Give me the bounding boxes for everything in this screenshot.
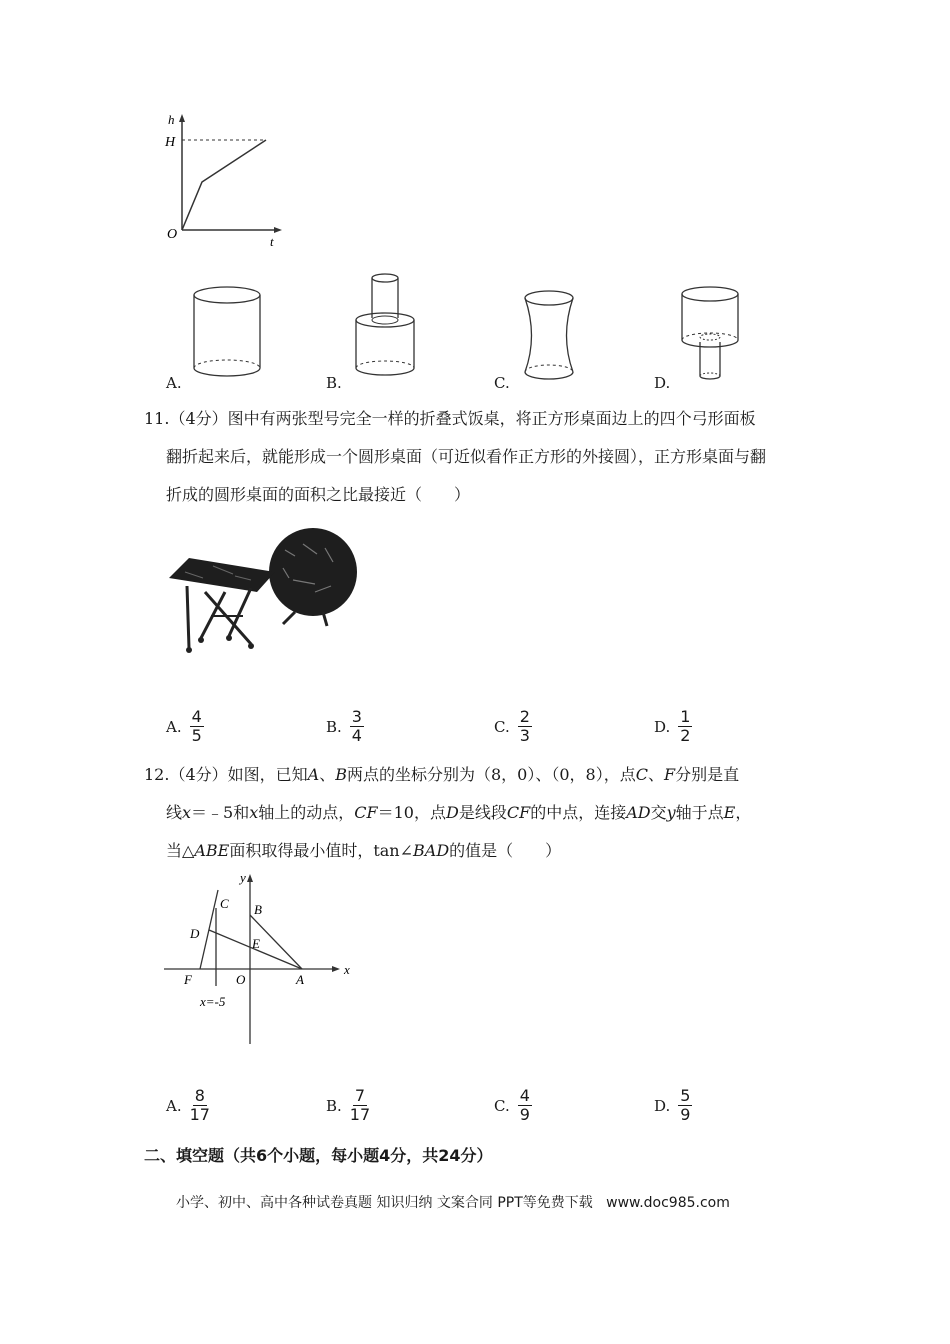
q12-text: 的值是（ ） — [449, 841, 562, 860]
q11-option-d — [654, 708, 692, 745]
fig12-point-b: B — [254, 902, 262, 917]
fig12-line-label: x=-5 — [200, 994, 226, 1009]
q12-var: D — [446, 803, 459, 822]
q12-text: （4分）如图，已知 — [169, 765, 308, 784]
q12-option-a-den: 17 — [189, 1105, 210, 1124]
q12-option-b-den: 17 — [349, 1105, 371, 1124]
q12-option-d-fraction — [678, 1087, 692, 1124]
container-a-figure — [190, 282, 266, 382]
q12-var: BAD — [413, 841, 450, 860]
q12-var: AD — [626, 803, 651, 822]
q11-line2: 翻折起来后，就能形成一个圆形桌面（可近似看作正方形的外接圆），正方形桌面与翻 — [166, 447, 767, 466]
graph-h-label: H — [165, 135, 176, 150]
question-11 — [144, 400, 824, 514]
container-b-figure — [352, 268, 422, 384]
q12-option-b-label: B. — [326, 1096, 342, 1115]
fig12-point-d: D — [190, 926, 200, 941]
q10-option-c: C. — [494, 374, 510, 392]
q11-option-c — [494, 708, 532, 745]
q12-text: ＝﹣5和 — [191, 803, 250, 822]
fig12-point-a: A — [296, 972, 304, 987]
q11-option-c-num: 2 — [519, 707, 530, 726]
q12-text: 交 — [650, 803, 667, 822]
page-footer: 小学、初中、高中各种试卷真题 知识归纳 文案合同 PPT等免费下载 www.doc985.com — [176, 1195, 730, 1211]
q12-option-d — [654, 1087, 692, 1124]
q12-text: 轴上的动点， — [258, 803, 355, 822]
q11-option-b — [326, 708, 364, 745]
q11-option-a-fraction — [190, 708, 204, 745]
q12-coordinate-figure — [160, 868, 360, 1048]
graph-y-label: h — [168, 112, 175, 127]
q11-option-d-fraction — [678, 708, 692, 745]
q12-option-c — [494, 1087, 532, 1124]
q12-option-a-num: 8 — [194, 1086, 205, 1105]
q12-text: 、 — [319, 765, 336, 784]
fig12-x-label: x — [344, 962, 350, 977]
q12-var: x — [182, 803, 192, 822]
q12-var: B — [335, 765, 347, 784]
q11-option-b-den: 4 — [351, 726, 362, 745]
q12-text: 的中点，连接 — [530, 803, 627, 822]
q12-text: ， — [735, 803, 752, 822]
q11-option-c-den: 3 — [519, 726, 530, 745]
q11-option-b-num: 3 — [351, 707, 362, 726]
q11-option-b-fraction — [350, 708, 364, 745]
q12-text: 两点的坐标分别为（8，0）、（0，8），点 — [346, 765, 636, 784]
height-time-graph — [160, 110, 290, 250]
q12-var: CF — [354, 803, 378, 822]
folding-tables-photo — [165, 520, 370, 670]
q12-option-c-fraction — [518, 1087, 532, 1124]
q12-option-c-num: 4 — [519, 1086, 530, 1105]
q11-option-a-den: 5 — [191, 726, 202, 745]
fig12-point-c: C — [220, 896, 229, 911]
graph-origin-label: O — [167, 227, 178, 242]
q12-option-b — [326, 1087, 370, 1124]
q12-text: 、 — [647, 765, 664, 784]
q12-text: 轴于点 — [675, 803, 724, 822]
q11-line3: 折成的圆形桌面的面积之比最接近（ ） — [166, 485, 471, 504]
q12-var: y — [666, 803, 676, 822]
q12-text: 当△ — [166, 841, 195, 860]
q12-number: 12. — [144, 765, 170, 784]
q12-option-d-num: 5 — [680, 1086, 691, 1105]
q12-var: ABE — [194, 841, 230, 860]
q12-option-a — [166, 1087, 210, 1124]
container-c-figure — [520, 286, 580, 384]
q12-text: 线 — [166, 803, 183, 822]
container-d-figure — [678, 282, 744, 386]
q12-option-c-label: C. — [494, 1096, 510, 1115]
q12-var: A — [307, 765, 320, 784]
graph-x-label: t — [270, 234, 274, 249]
q12-var: x — [249, 803, 259, 822]
q12-var: E — [723, 803, 736, 822]
q12-option-c-den: 9 — [519, 1105, 530, 1124]
q11-option-d-num: 1 — [680, 707, 691, 726]
q12-option-a-fraction — [190, 1087, 210, 1124]
q12-text: 是线段 — [458, 803, 507, 822]
q11-option-c-fraction — [518, 708, 532, 745]
q11-option-a-num: 4 — [191, 707, 202, 726]
q11-option-a-label: A. — [166, 717, 182, 736]
q10-option-b: B. — [326, 374, 342, 392]
q10-option-a: A. — [166, 374, 182, 392]
fig12-point-e: E — [252, 936, 260, 951]
q12-var: F — [663, 765, 676, 784]
q11-option-d-den: 2 — [680, 726, 691, 745]
question-12 — [144, 756, 834, 870]
q12-option-b-num: 7 — [354, 1086, 366, 1105]
q12-option-a-label: A. — [166, 1096, 182, 1115]
q12-option-d-den: 9 — [680, 1105, 691, 1124]
section-2-heading: 二、填空题（共6个小题，每小题4分，共24分） — [144, 1146, 493, 1165]
q12-text: 面积取得最小值时，tan∠ — [229, 841, 413, 860]
q12-option-d-label: D. — [654, 1096, 671, 1115]
q12-text: ＝10，点 — [377, 803, 446, 822]
fig12-y-label: y — [240, 870, 246, 885]
fig12-point-o: O — [236, 972, 246, 987]
fig12-point-f: F — [184, 972, 192, 987]
q11-option-d-label: D. — [654, 717, 671, 736]
q11-option-b-label: B. — [326, 717, 342, 736]
q11-option-a — [166, 708, 204, 745]
q10-option-d: D. — [654, 374, 671, 392]
q11-line1: （4分）图中有两张型号完全一样的折叠式饭桌，将正方形桌面边上的四个弓形面板 — [169, 409, 756, 428]
q11-number: 11. — [144, 409, 170, 428]
q12-text: 分别是直 — [675, 765, 740, 784]
q12-var: CF — [506, 803, 531, 822]
q12-option-b-fraction — [350, 1087, 370, 1124]
q11-option-c-label: C. — [494, 717, 510, 736]
q12-var: C — [635, 765, 648, 784]
